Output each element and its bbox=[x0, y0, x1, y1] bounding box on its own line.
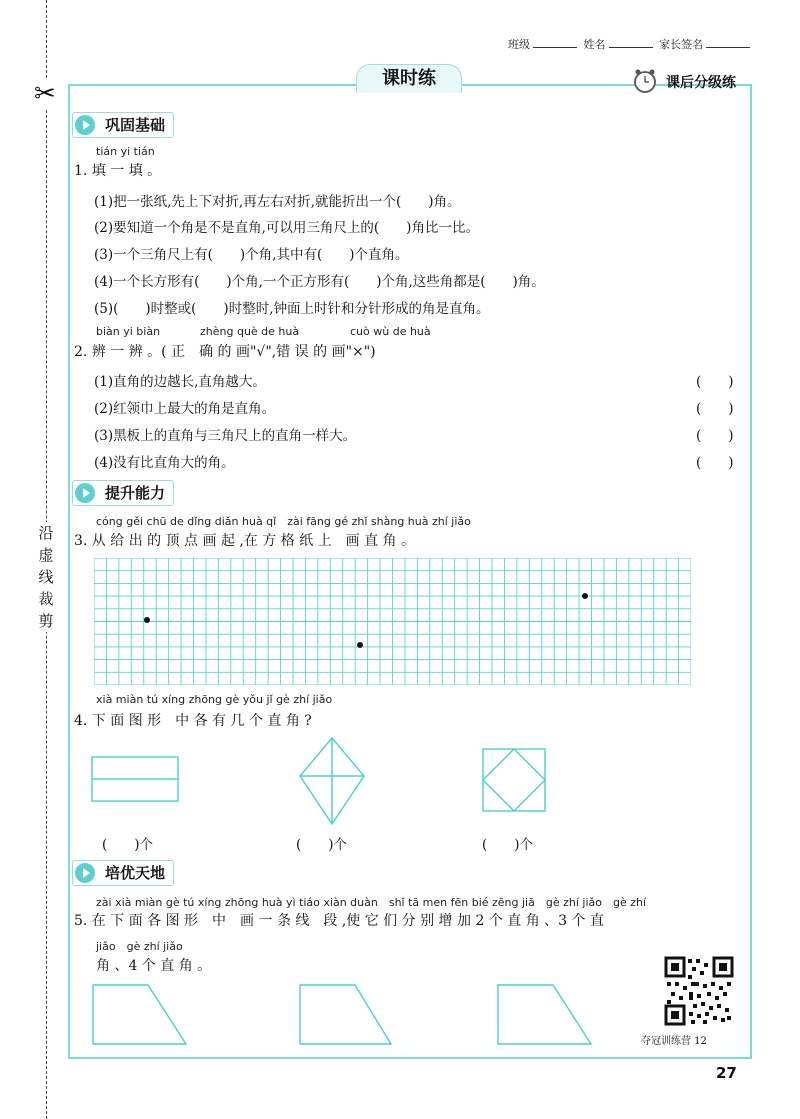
q2-item-4: (4)没有比直角大的角。 bbox=[94, 455, 235, 471]
answer-paren[interactable]: ( ) bbox=[696, 455, 734, 471]
q2-item-3: (3)黑板上的直角与三角尺上的直角一样大。 bbox=[94, 428, 357, 444]
answer-paren[interactable]: ( ) bbox=[696, 428, 734, 444]
answer-paren[interactable]: ( ) bbox=[696, 374, 734, 390]
q5-pinyin-1: zài xià miàn gè tú xíng zhōng huà yì tiáo xiàn duàn shǐ tā men fēn bié zēng jiā gè zhí jiǎo gè zhí bbox=[96, 896, 647, 909]
qr-code-icon[interactable] bbox=[664, 956, 734, 1026]
q1-pinyin: tián yi tián bbox=[96, 145, 155, 158]
q2-pinyin-1: biàn yi biàn bbox=[96, 325, 161, 338]
parent-signature-label: 家长签名 bbox=[659, 38, 703, 51]
vertex-dot bbox=[144, 617, 150, 623]
class-label: 班级 bbox=[508, 38, 530, 51]
q1-item-4: (4)一个长方形有( )个角,一个正方形有( )个角,这些角都是( )角。 bbox=[94, 274, 545, 290]
cut-char: 裁 bbox=[38, 590, 54, 608]
q4-pinyin: xià miàn tú xíng zhōng gè yǒu jǐ gè zhí jiǎo bbox=[96, 693, 333, 706]
q5-pinyin-2: jiǎo gè zhí jiǎo bbox=[96, 940, 183, 953]
cut-instruction bbox=[34, 522, 58, 632]
play-icon bbox=[75, 115, 95, 135]
q2-item-2: (2)红领巾上最大的角是直角。 bbox=[94, 401, 276, 417]
grid-paper[interactable] bbox=[94, 558, 691, 685]
play-icon bbox=[75, 863, 95, 883]
class-field[interactable] bbox=[533, 37, 577, 48]
q2-item-1: (1)直角的边越长,直角越大。 bbox=[94, 374, 266, 390]
vertex-dot bbox=[582, 593, 588, 599]
qr-caption: 夺冠训练营 12 bbox=[641, 1036, 707, 1047]
name-field[interactable] bbox=[609, 37, 653, 48]
page-title: 课时练 bbox=[356, 64, 462, 93]
cut-char: 沿 bbox=[38, 524, 54, 542]
figure-trapezoid-3 bbox=[495, 982, 595, 1048]
q1-title: 1. 填 一 填 。 bbox=[74, 163, 162, 179]
figure-rectangle-split bbox=[90, 755, 182, 805]
cut-char: 线 bbox=[38, 568, 54, 586]
q2-title: 2. 辨 一 辨 。( 正 确 的 画"√",错 误 的 画"×") bbox=[74, 344, 376, 360]
play-icon bbox=[75, 483, 95, 503]
q1-item-1: (1)把一张纸,先上下对折,再左右对折,就能折出一个( )角。 bbox=[94, 194, 461, 210]
cut-char: 虚 bbox=[38, 546, 54, 564]
section-heading-basics bbox=[72, 112, 174, 138]
q2-pinyin-2: zhèng què de huà bbox=[200, 325, 300, 338]
section-title: 培优天地 bbox=[105, 864, 166, 882]
clock-icon bbox=[632, 68, 658, 94]
page-number: 27 bbox=[716, 1064, 737, 1082]
brand-label: 课后分级练 bbox=[666, 75, 736, 91]
section-title: 提升能力 bbox=[105, 484, 166, 502]
q4-title: 4. 下 面 图 形 中 各 有 几 个 直 角 ? bbox=[74, 713, 312, 729]
scissors-icon: ✂ bbox=[34, 79, 56, 109]
q1-item-2: (2)要知道一个角是不是直角,可以用三角尺上的( )角比一比。 bbox=[94, 220, 479, 236]
q3-pinyin: cóng gěi chū de dǐng diǎn huà qǐ zài fāng gé zhǐ shàng huà zhí jiǎo bbox=[96, 515, 471, 528]
q1-item-3: (3)一个三角尺上有( )个角,其中有( )个直角。 bbox=[94, 247, 409, 263]
q5-line-1: 5. 在 下 面 各 图 形 中 画 一 条 线 段 ,使 它 们 分 别 增 加 2 个 直 角 、3 个 直 bbox=[74, 913, 604, 929]
answer-paren[interactable]: ( ) bbox=[696, 401, 734, 417]
cut-char: 剪 bbox=[38, 612, 54, 630]
figure-trapezoid-2 bbox=[297, 982, 395, 1048]
q2-pinyin-3: cuò wù de huà bbox=[350, 325, 431, 338]
parent-signature-field[interactable] bbox=[706, 37, 750, 48]
q5-line-2: 角 、4 个 直 角 。 bbox=[96, 958, 212, 974]
name-label: 姓名 bbox=[583, 38, 606, 51]
header-fields bbox=[508, 36, 753, 52]
q1-item-5: (5)( )时整或( )时整时,钟面上时针和分针形成的角是直角。 bbox=[94, 301, 490, 317]
figure-kite bbox=[296, 736, 368, 828]
answer-count-2[interactable]: ( )个 bbox=[296, 837, 348, 853]
vertex-dot bbox=[357, 642, 363, 648]
answer-count-1[interactable]: ( )个 bbox=[102, 837, 154, 853]
section-title: 巩固基础 bbox=[105, 116, 166, 134]
figure-square-diamond bbox=[481, 747, 549, 815]
section-heading-improve bbox=[72, 480, 174, 506]
section-heading-advanced bbox=[72, 860, 174, 886]
figure-trapezoid-1 bbox=[90, 982, 190, 1048]
answer-count-3[interactable]: ( )个 bbox=[482, 837, 534, 853]
q3-title: 3. 从 给 出 的 顶 点 画 起 ,在 方 格 纸 上 画 直 角 。 bbox=[74, 533, 416, 549]
